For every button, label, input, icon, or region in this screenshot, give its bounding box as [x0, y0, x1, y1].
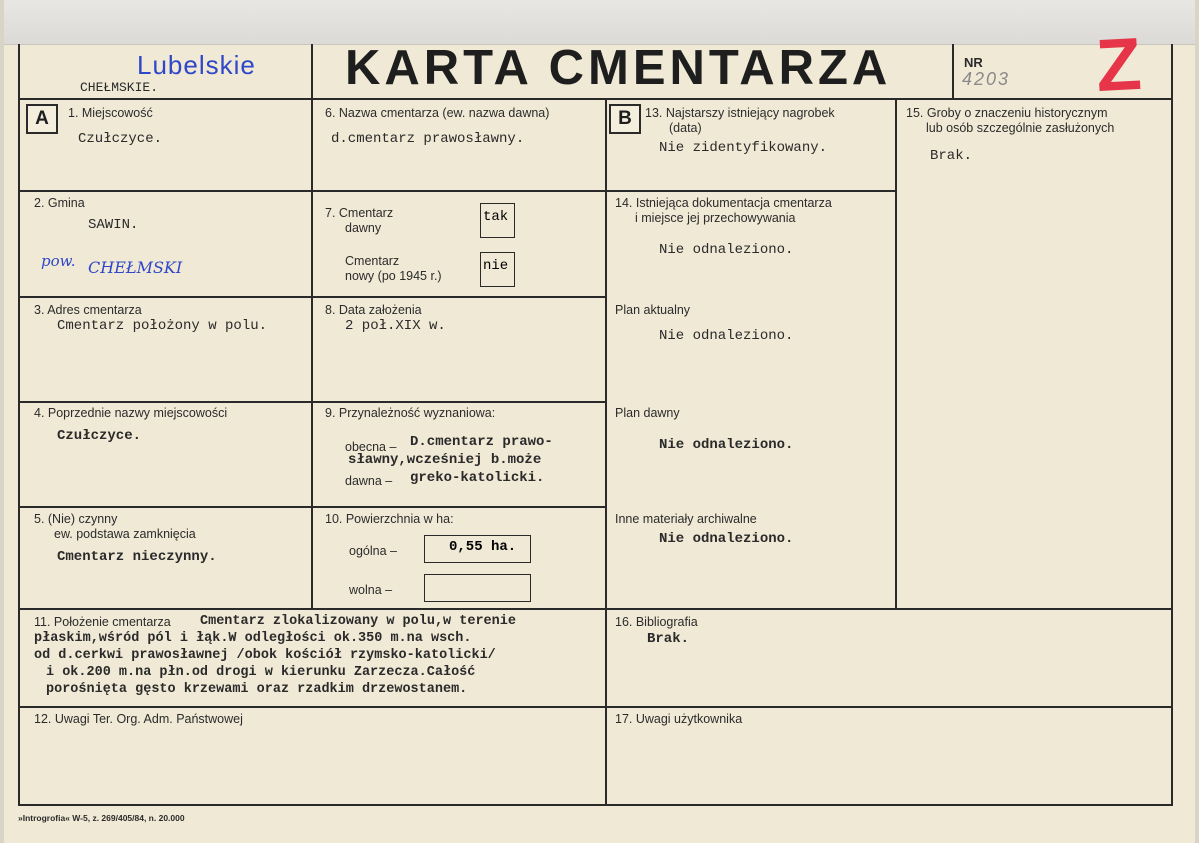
- field-15-label-2: lub osób szczególnie zasłużonych: [926, 121, 1115, 135]
- field-8-label: 8. Data założenia: [325, 303, 422, 317]
- category-mark: Z: [1093, 21, 1144, 108]
- field-16-value: Brak.: [647, 631, 690, 647]
- field-15-value: Brak.: [930, 148, 973, 164]
- field-7-old-box: [480, 203, 515, 238]
- col-sep-3: [895, 98, 897, 610]
- header-sep-1: [311, 44, 313, 100]
- field-11-line-4: i ok.200 m.na płn.od drogi w kierunku Zarzecza.Całość: [46, 665, 476, 680]
- frame-left: [18, 44, 20, 806]
- field-2-value: SAWIN.: [88, 217, 139, 233]
- field-7-old-value: tak: [483, 209, 509, 225]
- field-14-label-1: 14. Istniejąca dokumentacja cmentarza: [615, 196, 832, 210]
- section-a-badge: A: [26, 104, 58, 134]
- field-7-old-label-2: dawny: [345, 221, 382, 235]
- field-5-label-1: 5. (Nie) czynny: [34, 512, 118, 526]
- field-9-line-2: sławny,wcześniej b.może: [348, 452, 542, 468]
- field-10-total-box: [424, 535, 531, 563]
- nr-value: 4203: [962, 69, 1011, 89]
- field-12-label: 12. Uwagi Ter. Org. Adm. Państwowej: [34, 712, 243, 726]
- field-9-former-value: greko-katolicki.: [410, 470, 545, 486]
- archival-value: Nie odnaleziono.: [659, 531, 794, 547]
- field-11-line-5: porośnięta gęsto krzewami oraz rzadkim drzewostanem.: [46, 682, 468, 697]
- field-11-line-1: Cmentarz zlokalizowany w polu,w terenie: [200, 614, 516, 629]
- field-3-label: 3. Adres cmentarza: [34, 303, 142, 317]
- field-10-free-box: [424, 574, 531, 602]
- row-line-6: [18, 706, 1173, 708]
- card-title: KARTA CMENTARZA: [345, 41, 892, 95]
- field-15-label-1: 15. Groby o znaczeniu historycznym: [906, 106, 1108, 120]
- field-10-total-label: ogólna –: [349, 544, 397, 558]
- field-9-label: 9. Przynależność wyznaniowa:: [325, 406, 496, 420]
- header-sep-2: [952, 44, 954, 100]
- field-1-label: 1. Miejscowość: [68, 106, 153, 120]
- col-sep-2: [605, 98, 607, 805]
- field-6-label: 6. Nazwa cmentarza (ew. nazwa dawna): [325, 106, 550, 120]
- field-11-line-2: płaskim,wśród pól i łąk.W odległości ok.350 m.na wsch.: [34, 631, 472, 646]
- row-line-2a: [18, 296, 607, 298]
- field-11-line-3: od d.cerkwi prawosławnej /obok kościół rzymsko-katolicki/: [34, 648, 496, 663]
- field-7-new-value: nie: [483, 258, 509, 274]
- field-2-label: 2. Gmina: [34, 196, 85, 210]
- field-17-label: 17. Uwagi użytkownika: [615, 712, 743, 726]
- field-11-label: 11. Położenie cmentarza: [34, 615, 171, 629]
- header-divider: [18, 98, 1173, 100]
- field-7-new-box: [480, 252, 515, 287]
- row-line-5: [18, 608, 1173, 610]
- plan-current-label: Plan aktualny: [615, 303, 691, 317]
- field-13-value: Nie zidentyfikowany.: [659, 140, 828, 156]
- field-13-label-2: (data): [669, 121, 702, 135]
- field-13-label-1: 13. Najstarszy istniejący nagrobek: [645, 106, 835, 120]
- field-10-total-value: 0,55 ha.: [449, 539, 517, 555]
- field-10-free-label: wolna –: [349, 583, 393, 597]
- archival-label: Inne materiały archiwalne: [615, 512, 757, 526]
- plan-old-label: Plan dawny: [615, 406, 680, 420]
- field-3-value: Cmentarz położony w polu.: [57, 318, 268, 334]
- field-9-current-value: D.cmentarz prawo-: [410, 434, 553, 450]
- field-14-label-2: i miejsce jej przechowywania: [635, 211, 796, 225]
- field-9-former-label: dawna –: [345, 474, 393, 488]
- county-handwritten: CHEŁMSKI: [88, 258, 183, 277]
- field-4-value: Czułczyce.: [57, 428, 142, 444]
- voivodeship-typed: CHEŁMSKIE.: [80, 80, 159, 95]
- field-6-value: d.cmentarz prawosławny.: [331, 131, 525, 147]
- field-10-label: 10. Powierzchnia w ha:: [325, 512, 454, 526]
- field-8-value: 2 poł.XIX w.: [345, 318, 446, 334]
- field-7-new-label-2: nowy (po 1945 r.): [345, 269, 442, 283]
- field-7-new-label-1: Cmentarz: [345, 254, 400, 268]
- field-9-current-label: obecna –: [345, 440, 397, 454]
- field-1-value: Czułczyce.: [78, 131, 163, 147]
- field-4-label: 4. Poprzednie nazwy miejscowości: [34, 406, 228, 420]
- frame-right: [1171, 44, 1173, 806]
- field-16-label: 16. Bibliografia: [615, 615, 698, 629]
- field-14-value: Nie odnaleziono.: [659, 242, 794, 258]
- row-line-3: [18, 401, 607, 403]
- masking-tape: [4, 0, 1195, 45]
- plan-old-value: Nie odnaleziono.: [659, 437, 794, 453]
- row-line-4: [18, 506, 607, 508]
- row-line-1: [18, 190, 897, 192]
- printer-imprint: »Introgrofia« W-5, z. 269/405/84, n. 20.000: [18, 813, 185, 823]
- col-sep-1: [311, 98, 313, 610]
- field-5-value: Cmentarz nieczynny.: [57, 549, 217, 565]
- field-5-label-2: ew. podstawa zamknięcia: [54, 527, 196, 541]
- frame-bottom: [18, 804, 1173, 806]
- field-7-old-label-1: 7. Cmentarz: [325, 206, 394, 220]
- section-b-badge: B: [609, 104, 641, 134]
- nr-label: NR: [964, 55, 983, 70]
- voivodeship-stamp: Lubelskie: [137, 50, 256, 80]
- plan-current-value: Nie odnaleziono.: [659, 328, 794, 344]
- county-prefix-handwritten: pow.: [41, 252, 76, 270]
- cemetery-card: [4, 0, 1195, 843]
